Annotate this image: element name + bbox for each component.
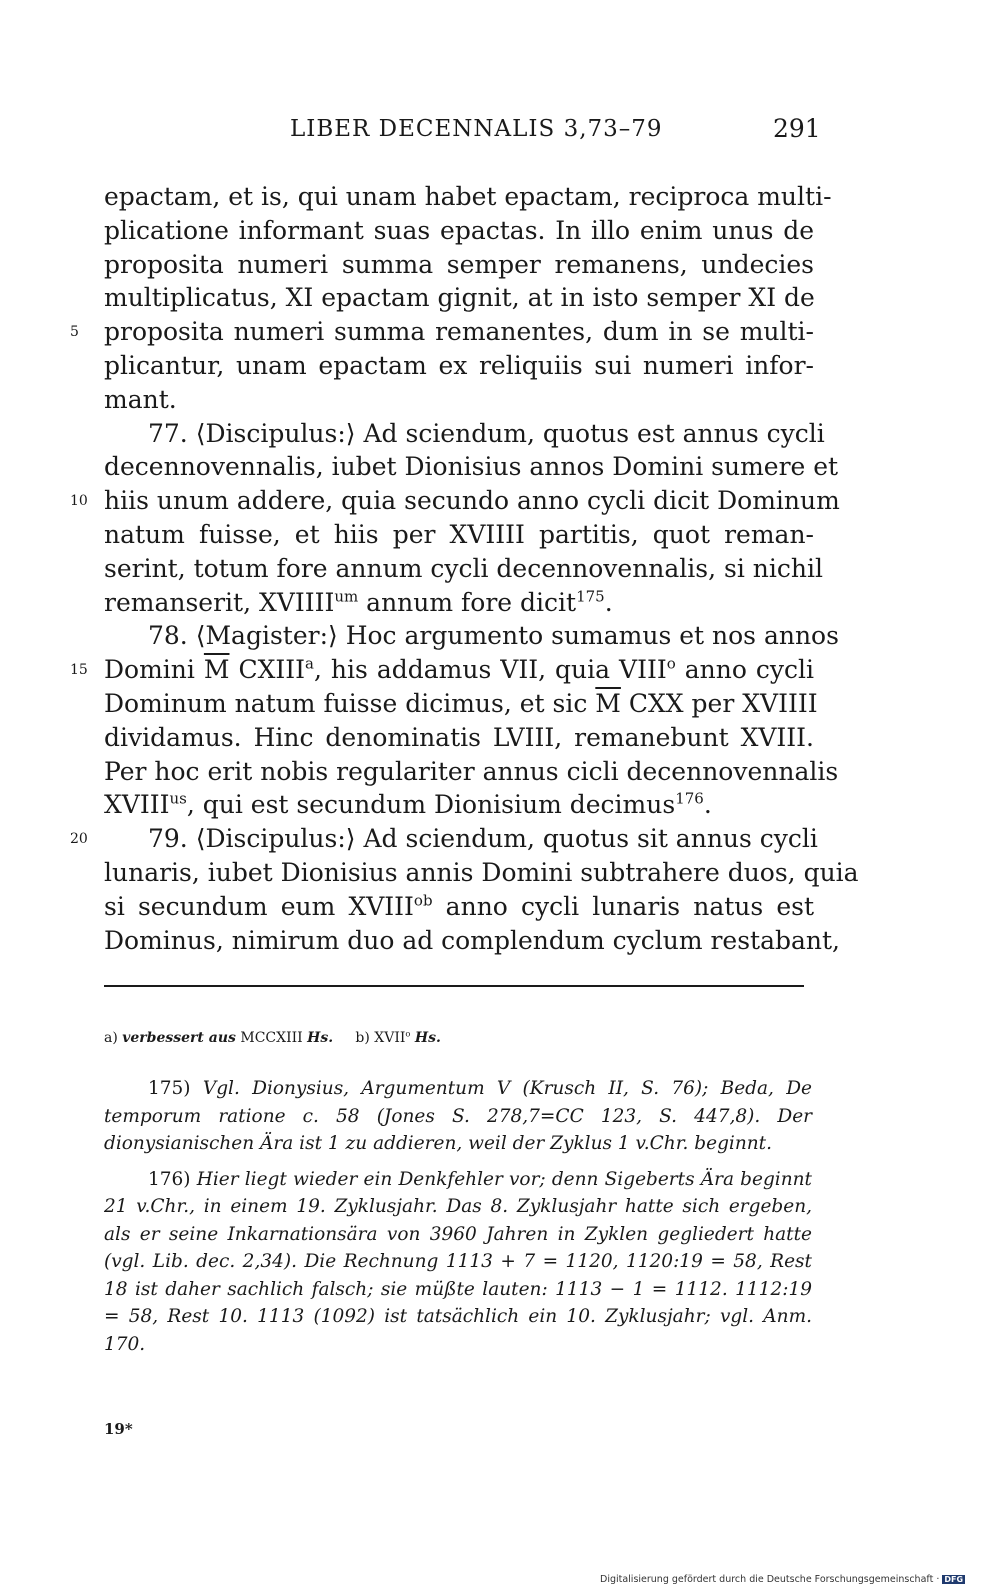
text-line: lunaris, iubet Dionisius annis Domini subtrahere duos, quia xyxy=(104,857,859,887)
line-number: 10 xyxy=(70,493,88,510)
dfg-logo: DFG xyxy=(944,1575,964,1584)
footnote-ref-176: 176 xyxy=(675,790,704,809)
line-number: 5 xyxy=(70,324,79,341)
text-line: mant. xyxy=(104,384,177,414)
footnote-176: 176) Hier liegt wieder ein Denkfehler vor; denn Sigeberts Ära beginnt 21 v.Chr., in einem 19. Zyklusjahr. Das 8. Zyklusjahr hatte sich ergeben, als er seine Inkarnationsära von 3960 Jahren in Zyklen gegliedert hatte (vgl. Lib. dec. 2,34). Die Rechnung 1113 + 7 = 1120, 1120:19 = 58, Rest 18 ist daher sachlich falsch; sie müßte lauten: 1113 − 1 = 1112. 1112:19 = 58, Rest 10. 1113 (1092) ist tatsächlich ein 10. Zyklusjahr; vgl. Anm. 170. xyxy=(104,1168,812,1355)
text-line: proposita numeri summa semper remanens, undecies xyxy=(104,249,814,279)
text-line: $XVIII^{us}$, qui est secundum Dionisium decimus$^{176}$. xyxy=(104,790,712,820)
footnote-175: 175) Vgl. Dionysius, Argumentum V (Krusch II, S. 76); Beda, De temporum ratione c. 58 (Jones S. 278,7=CC 123, S. 447,8). Der dionysianischen Ära ist 1 zu addieren, weil der Zyklus 1 v.Chr. beginnt. xyxy=(104,1078,812,1154)
line-number: 20 xyxy=(70,831,88,848)
text-line: 5 proposita numeri summa remanentes, dum in se multi- xyxy=(104,315,814,349)
footnote-separator xyxy=(104,985,804,987)
digitization-footer: Digitalisierung gefördert durch die Deutsche Forschungsgemeinschaft · DFG xyxy=(600,1574,964,1585)
footnotes xyxy=(104,1075,812,1358)
text-line: multiplicatus, XI epactam gignit, at in isto semper XI de xyxy=(104,283,815,313)
text-line: 10 hiis unum addere, quia secundo anno cycli dicit Dominum xyxy=(104,484,814,518)
text-line: Dominum natum fuisse dicimus, et sic $\overline{M}$ CXX per XVIIII xyxy=(104,688,818,718)
text-line: Dominus, nimirum duo ad complendum cyclum restabant, xyxy=(104,925,840,955)
text-line: Per hoc erit nobis regulariter annus cicli decennovennalis xyxy=(104,756,839,786)
text-line: dividamus. Hinc denominatis LVIII, remanebunt XVIII. xyxy=(104,722,814,752)
apparatus-ref-a: a xyxy=(305,654,314,673)
text-line: decennovennalis, iubet Dionisius annos Domini sumere et xyxy=(104,452,839,482)
text-line: plicantur, unam epactam ex reliquiis sui numeri infor- xyxy=(104,350,814,380)
text-line: plicatione informant suas epactas. In illo enim unus de xyxy=(104,215,814,245)
page-number: 291 xyxy=(773,114,821,143)
paragraph-79-start: 20 79. ⟨Discipulus:⟩ Ad sciendum, quotus sit annus cycli xyxy=(104,822,814,856)
main-text xyxy=(70,180,859,957)
text-line: 15 Domini $\overline{M}$ CXIII$^a$, his addamus VII, quia VIII$^o$ anno cycli xyxy=(104,653,814,687)
text-line: remanserit, $XVIIII^{um}$ annum fore dicit$^{175}$. xyxy=(104,587,613,617)
text-line: serint, totum fore annum cycli decennovennalis, si nichil xyxy=(104,553,823,583)
footnote-ref-175: 175 xyxy=(576,587,605,606)
paragraph-77-start: 77. ⟨Discipulus:⟩ Ad sciendum, quotus est annus cycli xyxy=(148,418,825,448)
line-number: 15 xyxy=(70,662,88,679)
running-title: LIBER DECENNALIS 3,73–79 xyxy=(290,116,663,142)
critical-apparatus: a) verbessert aus MCCXIII Hs. b) XVII$^o$ Hs. xyxy=(104,1028,441,1046)
apparatus-ref-b: b xyxy=(422,891,433,910)
text-line: natum fuisse, et hiis per XVIIII partitis, quot reman- xyxy=(104,519,814,549)
text-line: epactam, et is, qui unam habet epactam, reciproca multi- xyxy=(104,182,832,211)
sheet-signature: 19* xyxy=(104,1420,133,1438)
text-line: si secundum eum $XVIII^{ob}$ anno cycli lunaris natus est xyxy=(104,891,814,921)
paragraph-78-start: 78. ⟨Magister:⟩ Hoc argumento sumamus et nos annos xyxy=(148,621,839,651)
